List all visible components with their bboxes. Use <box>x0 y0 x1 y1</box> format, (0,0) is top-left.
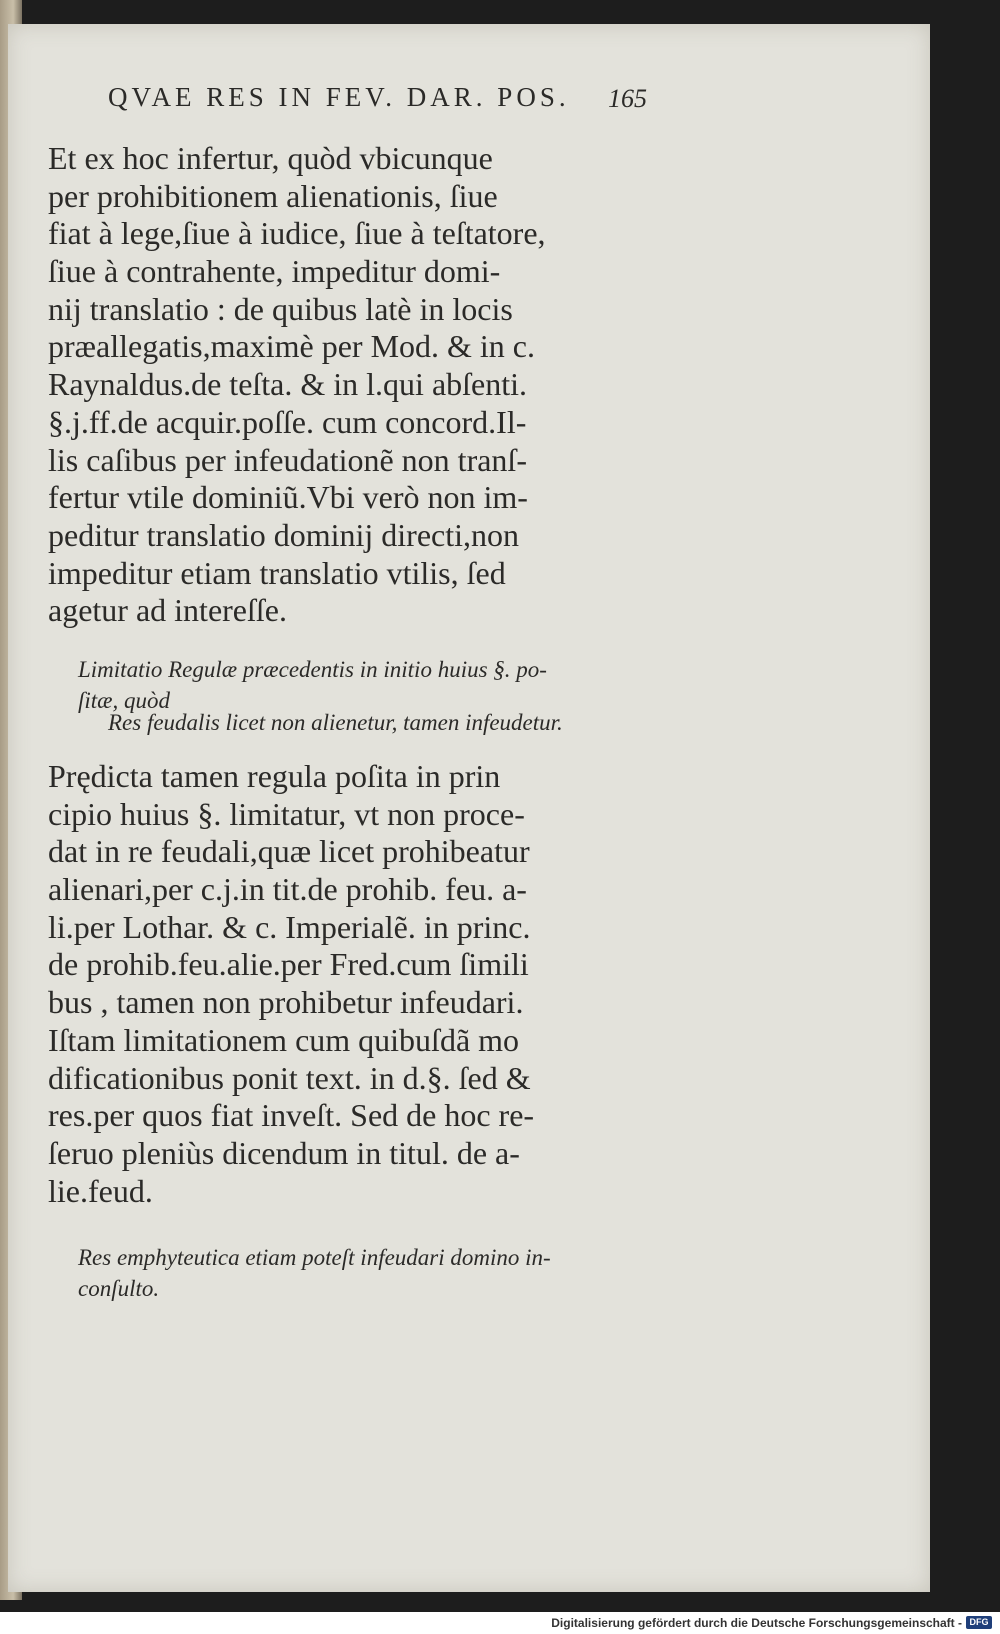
running-head: QVAE RES IN FEV. DAR. POS. <box>108 82 570 112</box>
text-line: li.per Lothar. & c. Imperialẽ. in princ. <box>48 908 531 945</box>
text-line: §.j.ff.de acquir.poſſe. cum concord.Il- <box>48 403 527 440</box>
text-line: fiat à lege,ſiue à iudice, ſiue à teſtatore, <box>48 215 546 252</box>
paragraph-1 <box>48 140 648 630</box>
text-line: Raynaldus.de teſta. & in l.qui abſenti. <box>48 366 528 403</box>
text-line: Iſtam limitationem cum quibuſdã mo <box>48 1021 520 1058</box>
text-line: res.per quos fiat inveſt. Sed de hoc re- <box>48 1097 535 1134</box>
text-line: dat in re feudali,quæ licet prohibeatur <box>48 833 530 870</box>
page-number: 165 <box>608 84 647 113</box>
text-line: nij translatio : de quibus latè in locis <box>48 290 513 327</box>
text-line: ſiue à contrahente, impeditur domi- <box>48 253 501 290</box>
text-line: bus , tamen non prohibetur infeudari. <box>48 984 524 1021</box>
marginal-heading-res-feudalis: Res feudalis licet non alienetur, tamen infeudetur. <box>108 710 563 735</box>
text-line: Et ex hoc infertur, quòd vbicunque <box>48 140 493 176</box>
note-line: Res emphyteutica etiam poteſt infeudari domino in- <box>78 1245 551 1270</box>
dfg-logo[interactable]: DFG <box>966 1616 992 1629</box>
text-line: ſeruo pleniùs dicendum in titul. de a- <box>48 1134 520 1171</box>
text-line: lis caſibus per infeudationẽ non tranſ- <box>48 441 527 478</box>
marginal-heading-emphyteutica <box>78 1242 638 1304</box>
note-line: ſitæ, quòd <box>78 688 171 713</box>
text-line: lie.feud. <box>48 1172 153 1209</box>
text-line: per prohibitionem alienationis, ſiue <box>48 177 498 214</box>
text-line: dificationibus ponit text. in d.§. ſed & <box>48 1059 531 1096</box>
text-line: agetur ad intereſſe. <box>48 592 287 629</box>
text-line: impeditur etiam translatio vtilis, ſed <box>48 554 506 591</box>
note-line: conſulto. <box>78 1276 160 1301</box>
text-line: cipio huius §. limitatur, vt non proce- <box>48 795 525 832</box>
text-line: de prohib.feu.alie.per Fred.cum ſimili <box>48 946 529 983</box>
text-line: peditur translatio dominij directi,non <box>48 516 520 553</box>
note-line: Limitatio Regulæ præcedentis in initio huius §. po- <box>78 657 547 682</box>
text-line: fertur vtile dominiũ.Vbi verò non im- <box>48 479 528 516</box>
paragraph-2 <box>48 758 648 1210</box>
text-line: præallegatis,maximè per Mod. & in c. <box>48 328 535 365</box>
text-line: alienari,per c.j.in tit.de prohib. feu. a- <box>48 871 527 908</box>
text-line: Prędicta tamen regula poſita in prin <box>48 758 501 794</box>
funding-credit: Digitalisierung gefördert durch die Deutsche Forschungsgemeinschaft - <box>551 1616 962 1630</box>
